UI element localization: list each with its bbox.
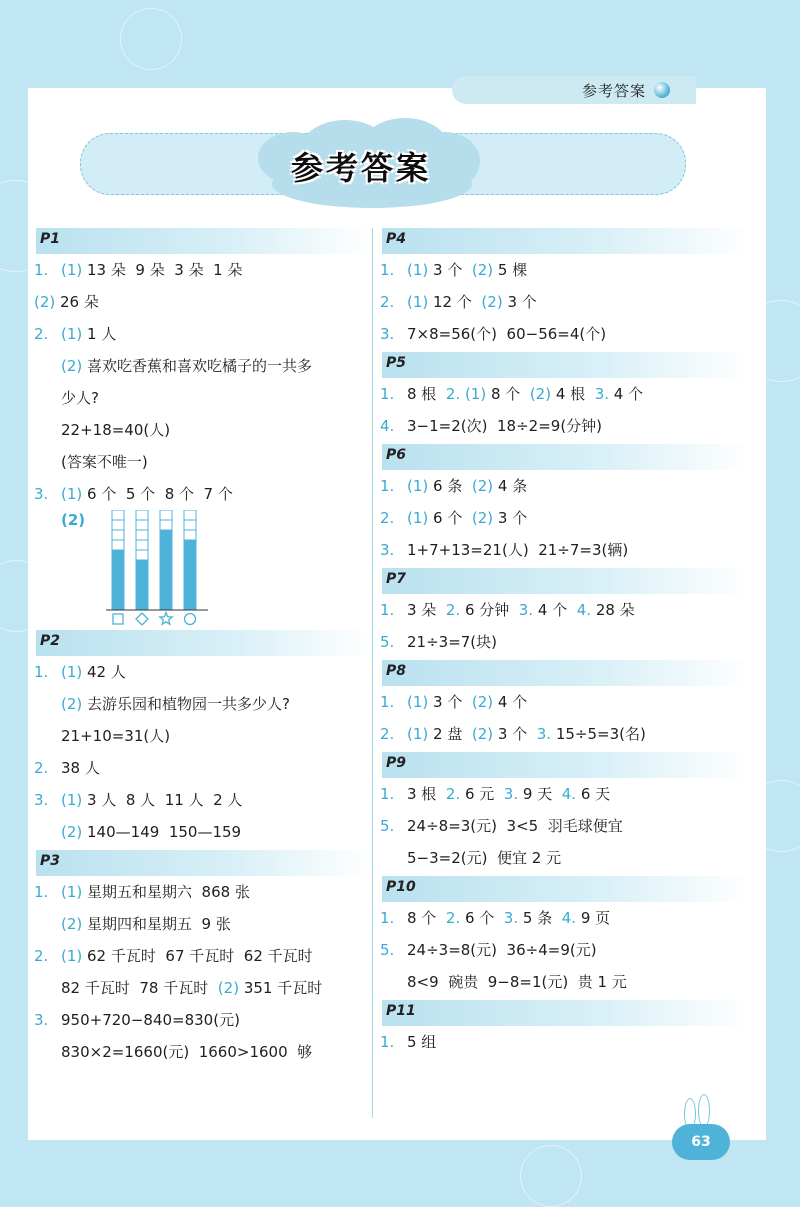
answer-line xyxy=(34,1036,370,1068)
bar-cell-filled xyxy=(112,560,124,570)
sub-question-label: (1) xyxy=(407,725,429,743)
bar-cell-empty xyxy=(184,520,196,530)
bar-cell-filled xyxy=(160,570,172,580)
answer-text: 6 条 xyxy=(428,477,472,495)
answer-text: 15÷5=3(名) xyxy=(551,725,646,743)
bar-cell-empty xyxy=(160,520,172,530)
answer-text: 22+18=40(人) xyxy=(61,421,171,439)
answer-text: 5 条 xyxy=(518,909,562,927)
answer-text: 8 个 xyxy=(486,385,530,403)
question-number: 1. xyxy=(380,693,395,711)
question-number: 1. xyxy=(380,385,395,403)
bar-cell-filled xyxy=(136,570,148,580)
answer-text: 6 个 xyxy=(428,509,472,527)
chart-part-label: (2) xyxy=(61,511,86,529)
sub-question-label: 3. xyxy=(536,725,552,743)
answer-section xyxy=(34,850,370,1068)
answer-text: 12 个 xyxy=(428,293,482,311)
answer-text: 星期四和星期五 9 张 xyxy=(82,915,231,933)
section-heading-label: P8 xyxy=(386,663,407,679)
answer-text: 去游乐园和植物园一共多少人? xyxy=(82,695,290,713)
answer-text: 少人? xyxy=(61,389,99,407)
answer-section xyxy=(380,352,750,442)
answer-line xyxy=(34,940,370,972)
answer-line xyxy=(34,350,370,382)
question-number: 3. xyxy=(34,1011,49,1029)
bar-cell-empty xyxy=(136,540,148,550)
answer-text: 26 朵 xyxy=(55,293,99,311)
question-number: 1. xyxy=(380,261,395,279)
section-heading-label: P6 xyxy=(386,447,407,463)
answer-text: 3 个 xyxy=(428,693,472,711)
question-number: 1. xyxy=(34,261,49,279)
answer-text: 8 个 xyxy=(407,909,446,927)
sub-question-label: 4. xyxy=(561,909,577,927)
answer-text: 21+10=31(人) xyxy=(61,727,171,745)
bar-cell-empty xyxy=(112,540,124,550)
answer-text: 24÷3=8(元) 36÷4=9(元) xyxy=(407,941,597,959)
bar-cell-empty xyxy=(136,530,148,540)
answer-text: 6 个 5 个 8 个 7 个 xyxy=(82,485,233,503)
answer-text: 830×2=1660(元) 1660>1600 够 xyxy=(61,1043,313,1061)
answer-line xyxy=(34,656,370,688)
bar-cell-filled xyxy=(160,540,172,550)
bar-cell-filled xyxy=(184,600,196,610)
section-heading-label: P10 xyxy=(386,879,416,895)
sub-question-label: 3. xyxy=(594,385,610,403)
decoration-circle xyxy=(520,1145,582,1207)
answer-text: 3 个 xyxy=(502,293,537,311)
sub-question-label: (1) xyxy=(407,509,429,527)
sub-question-label: 3. xyxy=(503,909,519,927)
answer-text: 6 分钟 xyxy=(460,601,519,619)
sub-question-label: (1) xyxy=(407,477,429,495)
bar-cell-filled xyxy=(112,600,124,610)
answer-section xyxy=(380,660,750,750)
answer-text: 3 朵 xyxy=(407,601,446,619)
answer-section xyxy=(380,444,750,566)
question-number: 1. xyxy=(34,663,49,681)
answer-line xyxy=(380,902,750,934)
answer-text: 62 千瓦时 67 千瓦时 62 千瓦时 xyxy=(82,947,313,965)
bar-cell-filled xyxy=(184,590,196,600)
answer-text: 42 人 xyxy=(82,663,126,681)
question-number: 2. xyxy=(380,509,395,527)
section-heading xyxy=(382,352,750,378)
sub-question-label: (2) xyxy=(61,915,83,933)
answer-line xyxy=(380,502,750,534)
answer-text: 3 根 xyxy=(407,785,446,803)
question-number: 2. xyxy=(380,293,395,311)
question-number: 1. xyxy=(380,785,395,803)
bar-chart-svg xyxy=(104,510,214,628)
answer-text: 8<9 碗贵 9−8=1(元) 贵 1 元 xyxy=(407,973,627,991)
answer-text: 6 天 xyxy=(576,785,611,803)
answer-text: 2 盘 xyxy=(428,725,472,743)
sub-question-label: 2. xyxy=(445,785,461,803)
section-heading-label: P2 xyxy=(40,633,61,649)
bar-cell-filled xyxy=(184,550,196,560)
bar-chart xyxy=(34,510,370,628)
bar-cell-filled xyxy=(136,600,148,610)
answer-text: 4 个 xyxy=(609,385,644,403)
answer-line xyxy=(380,1026,750,1058)
sub-question-label: 4. xyxy=(576,601,592,619)
answer-text: 3 个 xyxy=(493,725,537,743)
answer-text: 1+7+13=21(人) 21÷7=3(辆) xyxy=(407,541,629,559)
answer-text: 13 朵 9 朵 3 朵 1 朵 xyxy=(82,261,243,279)
sub-question-label: 3. xyxy=(518,601,534,619)
sub-question-label: 2. xyxy=(445,385,461,403)
diamond-icon xyxy=(136,613,148,625)
answer-text: 7×8=56(个) 60−56=4(个) xyxy=(407,325,607,343)
bar-cell-filled xyxy=(160,560,172,570)
sub-question-label: (1) xyxy=(61,663,83,681)
section-heading-label: P5 xyxy=(386,355,407,371)
bar-cell-filled xyxy=(184,580,196,590)
answer-text: 9 页 xyxy=(576,909,611,927)
page-title: 参考答案 xyxy=(290,149,431,187)
sub-question-label: (1) xyxy=(407,261,429,279)
bar-cell-filled xyxy=(136,580,148,590)
answer-section xyxy=(380,752,750,874)
header-tab xyxy=(452,76,696,104)
answer-line xyxy=(34,688,370,720)
answer-line xyxy=(380,966,750,998)
answer-text: (答案不唯一) xyxy=(61,453,148,471)
question-number: 2. xyxy=(34,947,49,965)
answer-text: 3−1=2(次) 18÷2=9(分钟) xyxy=(407,417,603,435)
bar-cell-empty xyxy=(136,550,148,560)
section-heading xyxy=(382,1000,750,1026)
bar-cell-filled xyxy=(160,550,172,560)
bar-cell-empty xyxy=(184,510,196,520)
bar-cell-filled xyxy=(184,570,196,580)
answer-section xyxy=(380,568,750,658)
sub-question-label: (1) xyxy=(407,693,429,711)
answer-text: 950+720−840=830(元) xyxy=(61,1011,240,1029)
section-heading-label: P3 xyxy=(40,853,61,869)
answer-text: 21÷3=7(块) xyxy=(407,633,498,651)
ball-icon xyxy=(654,82,670,98)
answer-text: 38 人 xyxy=(61,759,100,777)
sub-question-label: (2) xyxy=(217,979,240,997)
circle-icon xyxy=(185,614,196,625)
answer-text: 24÷8=3(元) 3<5 羽毛球便宜 xyxy=(407,817,623,835)
answer-line xyxy=(380,934,750,966)
answer-text: 4 个 xyxy=(493,693,528,711)
section-heading xyxy=(382,444,750,470)
question-number: 2. xyxy=(34,325,49,343)
page-number: 63 xyxy=(672,1124,730,1160)
sub-question-label: (2) xyxy=(471,693,494,711)
answer-text: 351 千瓦时 xyxy=(239,979,323,997)
question-number: 3. xyxy=(380,325,395,343)
answer-section xyxy=(34,630,370,848)
bar-cell-filled xyxy=(136,590,148,600)
square-icon xyxy=(113,614,123,624)
answer-line xyxy=(380,254,750,286)
bar-cell-empty xyxy=(184,530,196,540)
sub-question-label: (1) xyxy=(61,883,83,901)
sub-question-label: 4. xyxy=(561,785,577,803)
question-number: 1. xyxy=(380,477,395,495)
answer-line xyxy=(34,446,370,478)
answer-text: 6 元 xyxy=(460,785,504,803)
sub-question-label: (2) xyxy=(61,357,83,375)
answer-text: 3 人 8 人 11 人 2 人 xyxy=(82,791,243,809)
answer-text: 5−3=2(元) 便宜 2 元 xyxy=(407,849,562,867)
question-number: 1. xyxy=(380,1033,395,1051)
right-column xyxy=(380,228,750,1060)
question-number: 1. xyxy=(34,883,49,901)
section-heading xyxy=(382,568,750,594)
answer-line xyxy=(380,410,750,442)
bar-cell-empty xyxy=(160,510,172,520)
answer-line xyxy=(34,972,370,1004)
answer-text: 9 天 xyxy=(518,785,562,803)
answer-text: 140—149 150—159 xyxy=(82,823,242,841)
answer-line xyxy=(34,876,370,908)
answer-line xyxy=(34,784,370,816)
answer-line xyxy=(34,254,370,286)
bar-cell-filled xyxy=(112,550,124,560)
bar-cell-filled xyxy=(184,560,196,570)
bar-cell-empty xyxy=(112,530,124,540)
section-heading xyxy=(382,660,750,686)
question-number: 5. xyxy=(380,941,395,959)
answer-text: 4 根 xyxy=(551,385,595,403)
sub-question-label: (2) xyxy=(61,695,83,713)
sub-question-label: (1) xyxy=(61,485,83,503)
star-icon xyxy=(160,613,172,625)
answer-line xyxy=(34,382,370,414)
answer-text: 喜欢吃香蕉和喜欢吃橘子的一共多 xyxy=(82,357,313,375)
bar-cell-filled xyxy=(160,600,172,610)
answer-line xyxy=(380,534,750,566)
sub-question-label: (1) xyxy=(464,385,487,403)
answer-text: 3 个 xyxy=(493,509,528,527)
answer-text: 28 朵 xyxy=(591,601,635,619)
answer-line xyxy=(380,778,750,810)
sub-question-label: 3. xyxy=(503,785,519,803)
section-heading xyxy=(36,630,370,656)
bar-cell-filled xyxy=(184,540,196,550)
question-number: 5. xyxy=(380,633,395,651)
answer-line xyxy=(380,378,750,410)
sub-question-label: 2. xyxy=(445,909,461,927)
answer-text: 6 个 xyxy=(460,909,504,927)
section-heading xyxy=(382,228,750,254)
sub-question-label: (1) xyxy=(407,293,429,311)
sub-question-label: (2) xyxy=(61,823,83,841)
answer-line xyxy=(34,286,370,318)
question-number: 1. xyxy=(380,601,395,619)
sub-question-label: (1) xyxy=(61,791,83,809)
bar-cell-empty xyxy=(112,520,124,530)
answer-line xyxy=(34,1004,370,1036)
bar-cell-filled xyxy=(112,590,124,600)
section-heading xyxy=(36,228,370,254)
bar-cell-filled xyxy=(160,530,172,540)
answer-section xyxy=(380,228,750,350)
section-heading-label: P7 xyxy=(386,571,407,587)
bunny-ear-decoration xyxy=(698,1094,710,1128)
bar-cell-empty xyxy=(136,510,148,520)
answer-text: 4 条 xyxy=(493,477,528,495)
answer-line xyxy=(380,286,750,318)
column-divider xyxy=(372,228,373,1118)
answer-text: 82 千瓦时 78 千瓦时 xyxy=(61,979,218,997)
answer-line xyxy=(380,718,750,750)
answer-section xyxy=(34,228,370,628)
answer-line xyxy=(380,470,750,502)
sub-question-label: (2) xyxy=(481,293,503,311)
answer-section xyxy=(380,876,750,998)
answer-line xyxy=(34,816,370,848)
question-number: 4. xyxy=(380,417,395,435)
answer-line xyxy=(380,810,750,842)
question-number: 3. xyxy=(34,791,49,809)
section-heading xyxy=(382,876,750,902)
section-heading-label: P1 xyxy=(40,231,61,247)
bar-cell-filled xyxy=(136,560,148,570)
answer-line xyxy=(34,752,370,784)
sub-question-label: (2) xyxy=(529,385,552,403)
sub-question-label: (2) xyxy=(471,477,494,495)
answer-line xyxy=(34,720,370,752)
answer-text: 8 根 xyxy=(407,385,446,403)
sub-question-label: (2) xyxy=(471,725,494,743)
sub-question-label: 2. xyxy=(445,601,461,619)
answer-line xyxy=(34,318,370,350)
answer-line xyxy=(380,842,750,874)
answer-text: 5 棵 xyxy=(493,261,528,279)
bar-cell-filled xyxy=(160,590,172,600)
answer-line xyxy=(34,908,370,940)
answer-line xyxy=(380,318,750,350)
bar-cell-filled xyxy=(112,570,124,580)
answer-text: 星期五和星期六 868 张 xyxy=(82,883,250,901)
sub-question-label: (2) xyxy=(34,293,56,311)
answer-text: 5 组 xyxy=(407,1033,437,1051)
bar-cell-filled xyxy=(160,580,172,590)
answer-section xyxy=(380,1000,750,1058)
sub-question-label: (2) xyxy=(471,261,494,279)
question-number: 5. xyxy=(380,817,395,835)
answer-text: 1 人 xyxy=(82,325,117,343)
bar-cell-filled xyxy=(112,580,124,590)
answer-text: 4 个 xyxy=(533,601,577,619)
section-heading-label: P11 xyxy=(386,1003,416,1019)
sub-question-label: (1) xyxy=(61,947,83,965)
answer-line xyxy=(380,626,750,658)
section-heading-label: P9 xyxy=(386,755,407,771)
question-number: 3. xyxy=(380,541,395,559)
answer-line xyxy=(380,594,750,626)
sub-question-label: (2) xyxy=(471,509,494,527)
question-number: 2. xyxy=(380,725,395,743)
header-tab-label: 参考答案 xyxy=(581,82,646,100)
answer-text: 3 个 xyxy=(428,261,472,279)
decoration-circle xyxy=(120,8,182,70)
answer-line xyxy=(34,414,370,446)
sub-question-label: (1) xyxy=(61,261,83,279)
answer-line xyxy=(380,686,750,718)
section-heading xyxy=(36,850,370,876)
question-number: 2. xyxy=(34,759,49,777)
bar-cell-empty xyxy=(136,520,148,530)
bar-cell-empty xyxy=(112,510,124,520)
left-column xyxy=(34,228,370,1070)
question-number: 1. xyxy=(380,909,395,927)
sub-question-label: (1) xyxy=(61,325,83,343)
question-number: 3. xyxy=(34,485,49,503)
section-heading xyxy=(382,752,750,778)
section-heading-label: P4 xyxy=(386,231,407,247)
